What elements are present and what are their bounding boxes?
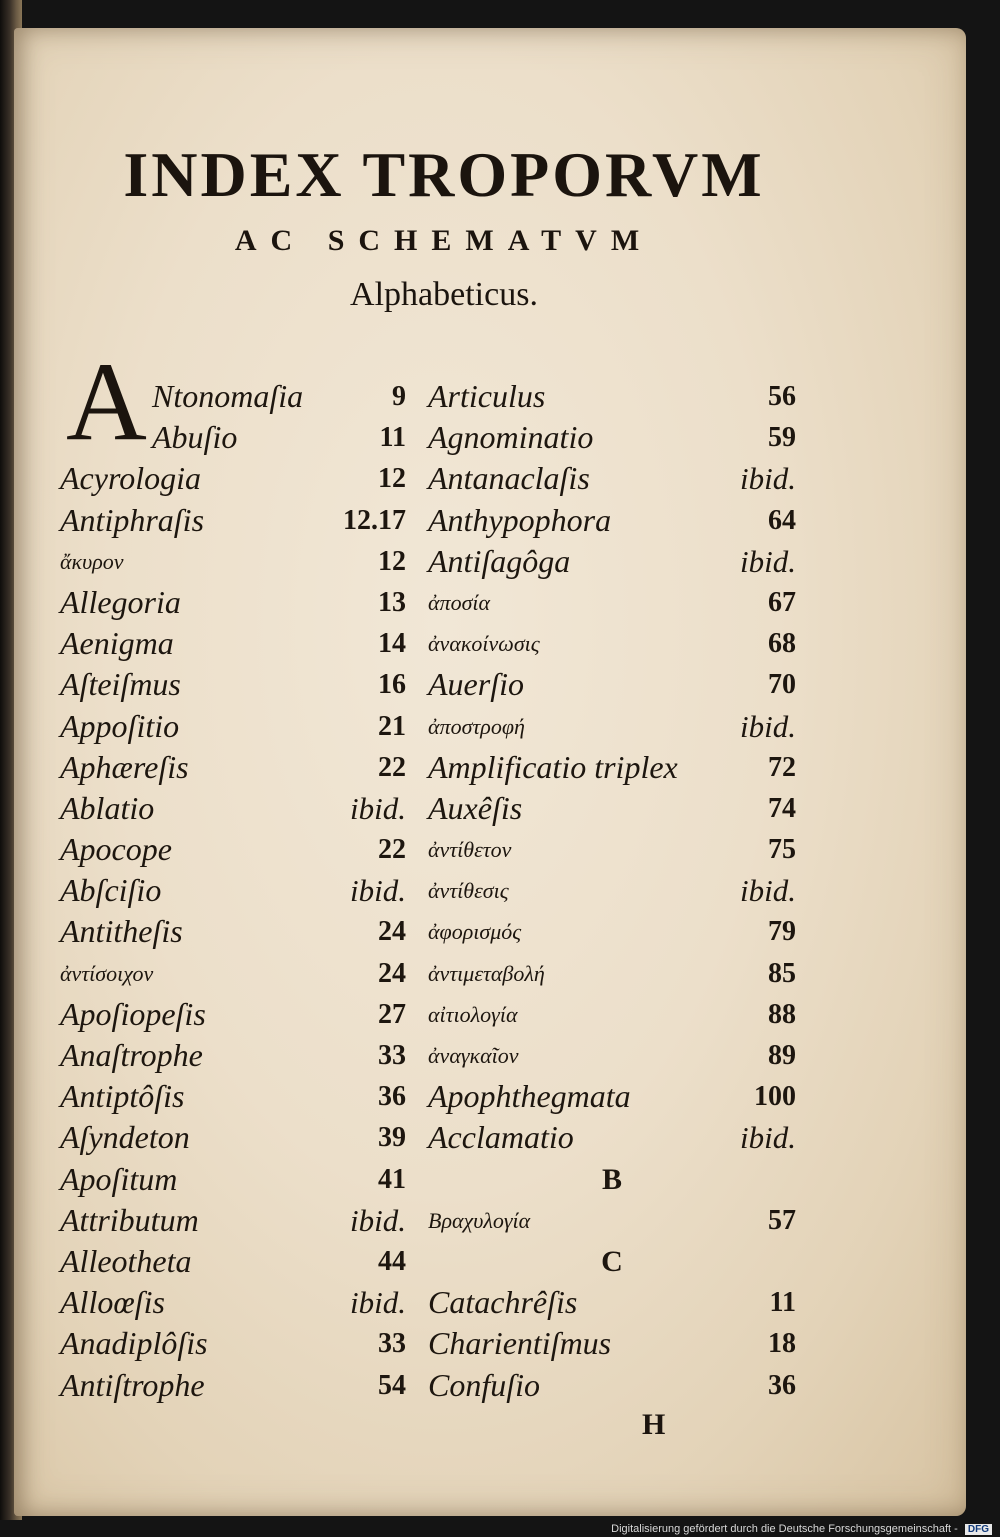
index-entry xyxy=(60,458,406,499)
index-entry xyxy=(60,664,406,705)
book-page xyxy=(14,28,966,1516)
index-entry xyxy=(60,376,406,417)
index-term: Anaſtrophe xyxy=(60,1037,203,1073)
index-page-number: 72 xyxy=(768,751,796,783)
index-entry xyxy=(428,1282,796,1323)
index-page-number: 36 xyxy=(378,1081,406,1113)
index-page-number: 12.17 xyxy=(343,504,406,536)
index-page-number: ibid. xyxy=(350,790,406,826)
page-title: INDEX TROPORVM xyxy=(123,139,765,210)
index-term: Aphæreſis xyxy=(60,748,189,785)
index-term: Antiptôſis xyxy=(60,1078,185,1115)
index-page-number: 24 xyxy=(378,916,406,948)
index-page-number: 89 xyxy=(768,1040,796,1071)
index-entry xyxy=(428,500,796,541)
index-page-number: ibid. xyxy=(350,1202,406,1238)
page-subtitle-alphabeticus: Alphabeticus. xyxy=(350,276,538,313)
index-term: ἀποσία xyxy=(428,589,491,615)
index-entry xyxy=(428,376,796,417)
index-term: Articulus xyxy=(428,378,546,414)
index-entry xyxy=(60,1365,406,1406)
index-page-number: 88 xyxy=(768,998,796,1030)
index-entry xyxy=(428,1200,796,1241)
index-entry xyxy=(60,582,406,623)
index-page-number: ibid. xyxy=(740,461,796,497)
index-entry xyxy=(60,623,406,664)
index-term: Appoſitio xyxy=(60,707,180,744)
index-term: Auerſio xyxy=(428,666,524,703)
index-entry xyxy=(428,541,796,582)
index-entry xyxy=(60,788,406,829)
index-term: Confuſio xyxy=(428,1366,541,1403)
index-page-number: 74 xyxy=(768,792,796,824)
index-term: Ablatio xyxy=(60,789,155,826)
index-term: Antanaclaſis xyxy=(428,460,590,497)
index-page-number: 18 xyxy=(768,1328,796,1360)
index-term: Aenigma xyxy=(60,625,174,662)
index-page-number: 100 xyxy=(754,1081,796,1113)
index-page-number: 56 xyxy=(768,381,796,412)
index-term: Amplificatio triplex xyxy=(428,748,678,785)
digitization-footer xyxy=(611,1523,992,1535)
index-page-number: 33 xyxy=(378,1328,406,1360)
index-entry xyxy=(60,1200,406,1241)
index-term: ἀντίσοιχον xyxy=(60,960,154,986)
index-entry xyxy=(60,994,406,1035)
index-page-number: 22 xyxy=(378,834,406,866)
index-entry xyxy=(428,829,796,870)
index-term: Aſteiſmus xyxy=(60,666,181,703)
index-page-number: 11 xyxy=(379,422,406,454)
index-page-number: 85 xyxy=(768,957,796,989)
index-entry xyxy=(60,911,406,952)
index-entry xyxy=(60,829,406,870)
index-page-number: 70 xyxy=(768,669,796,701)
index-entry xyxy=(60,541,406,582)
index-entry xyxy=(60,1117,406,1158)
index-term: Ntonomaſia xyxy=(152,378,304,414)
index-entry xyxy=(428,458,796,499)
section-letter xyxy=(428,1241,796,1282)
drop-capital: A xyxy=(66,340,147,464)
index-entry xyxy=(428,747,796,788)
index-page-number: 11 xyxy=(769,1287,796,1319)
index-entry xyxy=(60,953,406,994)
index-page-number: 22 xyxy=(378,751,406,783)
index-term: Antitheſis xyxy=(60,913,183,950)
index-page-number: ibid. xyxy=(740,543,796,579)
index-term: ἀντιμεταβολή xyxy=(428,960,545,986)
index-term: Apocope xyxy=(60,831,172,868)
index-term: ἄκυρον xyxy=(60,548,124,574)
index-page-number: 41 xyxy=(378,1163,406,1195)
index-entry xyxy=(428,953,796,994)
index-page-number: 39 xyxy=(378,1122,406,1154)
footer-text: Digitalisierung gefördert durch die Deutsche Forschungsgemeinschaft - xyxy=(611,1523,958,1535)
index-term: Antiphraſis xyxy=(60,501,205,538)
index-page-number: 75 xyxy=(768,834,796,866)
index-term: Aſyndeton xyxy=(60,1119,190,1156)
index-entry xyxy=(60,500,406,541)
index-page-number: ibid. xyxy=(740,1120,796,1156)
index-page-number: 12 xyxy=(378,463,406,495)
index-entry xyxy=(60,706,406,747)
index-term: ἀντίθεσις xyxy=(428,878,509,904)
index-entry xyxy=(60,1076,406,1117)
index-entry xyxy=(60,870,406,911)
index-entry xyxy=(60,1282,406,1323)
index-entry xyxy=(428,706,796,747)
index-term: Alleotheta xyxy=(60,1242,192,1279)
index-entry xyxy=(60,1035,406,1076)
index-term: Acyrologia xyxy=(60,460,201,497)
index-page-number: 24 xyxy=(378,957,406,989)
index-entry xyxy=(428,1365,796,1406)
index-term: Abuſio xyxy=(152,419,238,456)
index-term: Anthypophora xyxy=(428,501,612,538)
index-term: Apoſitum xyxy=(60,1160,178,1197)
index-entry xyxy=(428,417,796,458)
index-page-number: 27 xyxy=(378,998,406,1030)
index-page-number: 13 xyxy=(378,586,406,618)
index-term: Abſciſio xyxy=(60,872,162,909)
section-letter-label: B xyxy=(601,1162,622,1196)
index-term: Antiſagôga xyxy=(428,542,571,579)
index-term: Catachrêſis xyxy=(428,1284,578,1321)
index-entry xyxy=(60,1323,406,1364)
index-entry xyxy=(60,747,406,788)
index-entry xyxy=(428,582,796,623)
index-entry xyxy=(428,1076,796,1117)
index-entry xyxy=(428,664,796,705)
index-column-left xyxy=(60,376,406,1406)
index-entry xyxy=(428,788,796,829)
index-entry xyxy=(428,1035,796,1076)
index-page-number: 44 xyxy=(378,1245,406,1277)
signature-mark: H xyxy=(642,1408,666,1441)
index-term: Apophthegmata xyxy=(428,1078,631,1115)
index-term: Apoſiopeſis xyxy=(60,995,206,1032)
page-subtitle: AC SCHEMATVM xyxy=(234,224,654,257)
index-page-number: 79 xyxy=(768,916,796,948)
dfg-logo: DFG xyxy=(965,1524,992,1535)
index-entry xyxy=(428,1323,796,1364)
index-entry xyxy=(428,911,796,952)
index-term: Alloœſis xyxy=(60,1284,165,1321)
index-term: Charientiſmus xyxy=(428,1325,612,1362)
index-term: ἀναγκαῖον xyxy=(428,1043,519,1068)
index-entry xyxy=(428,1117,796,1158)
index-page-number: 12 xyxy=(378,545,406,577)
index-page-number: ibid. xyxy=(350,873,406,909)
index-term: ἀνακοίνωσις xyxy=(428,631,540,657)
index-page-number: 16 xyxy=(378,669,406,701)
index-term: Allegoria xyxy=(60,583,181,620)
index-term: Auxêſis xyxy=(428,789,523,826)
index-term: Agnominatio xyxy=(428,419,594,456)
index-term: ἀφορισμός xyxy=(428,919,522,945)
index-entry xyxy=(428,623,796,664)
index-term: αἰτιολογία xyxy=(428,1001,518,1027)
index-term: Antiſtrophe xyxy=(60,1366,205,1403)
index-term: Attributum xyxy=(60,1201,199,1238)
index-entry xyxy=(428,870,796,911)
index-entry xyxy=(60,417,406,458)
section-letter xyxy=(428,1159,796,1200)
index-term: Acclamatio xyxy=(428,1119,574,1156)
index-page-number: 68 xyxy=(768,628,796,660)
index-term: Βραχυλογία xyxy=(428,1207,531,1233)
index-term: ἀποστροφή xyxy=(428,713,525,739)
index-page-number: 33 xyxy=(378,1040,406,1071)
section-letter-label: C xyxy=(601,1244,623,1278)
index-page-number: ibid. xyxy=(740,873,796,909)
index-page-number: 64 xyxy=(768,504,796,536)
index-page-number: 9 xyxy=(392,381,406,412)
index-entry xyxy=(428,994,796,1035)
index-page-number: 36 xyxy=(768,1369,796,1401)
index-page-number: 21 xyxy=(378,710,406,742)
index-page-number: ibid. xyxy=(350,1285,406,1321)
index-page-number: 54 xyxy=(378,1369,406,1401)
index-page-number: 14 xyxy=(378,628,406,660)
index-entry xyxy=(60,1159,406,1200)
index-page-number: 67 xyxy=(768,586,796,618)
index-term: ἀντίθετον xyxy=(428,837,512,863)
index-page-number: ibid. xyxy=(740,708,796,744)
index-term: Anadiplôſis xyxy=(60,1325,208,1362)
index-page-number: 59 xyxy=(768,422,796,454)
index-page-number: 57 xyxy=(768,1204,796,1236)
index-column-right xyxy=(428,376,796,1406)
index-entry xyxy=(60,1241,406,1282)
